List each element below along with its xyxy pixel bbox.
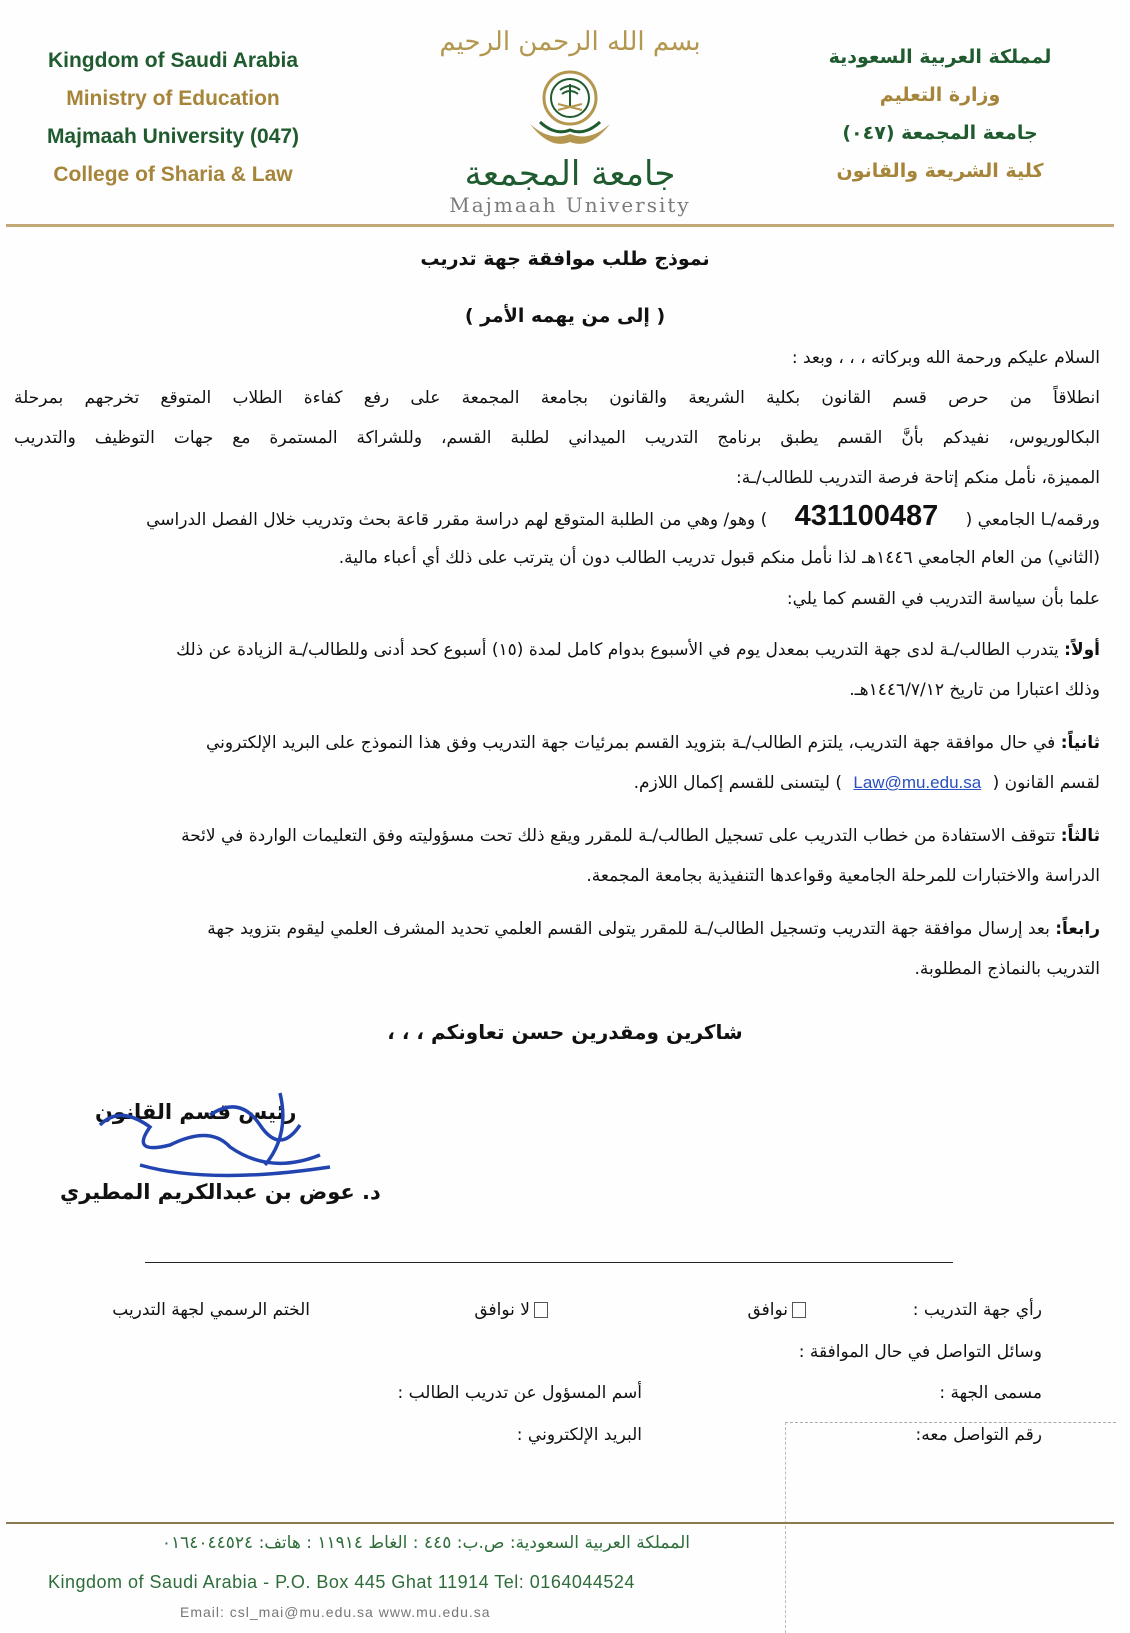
ar-ministry: وزارة التعليم (879, 84, 1001, 106)
paragraph-line: البكالوريوس، نفيدكم بأنَّ القسم يطبق برنامج التدريب الميداني لطلبة القسم، وللشراكة المستمرة مع جهات التوظيف والتدريب (14, 428, 1100, 448)
paragraph-line: التدريب بالنماذج المطلوبة. (914, 959, 1100, 979)
form-separator (145, 1262, 953, 1263)
id-suffix: ) وهو/ وهي من الطلبة المتوقع لهم دراسة مقرر قاعة بحث وتدريب خلال الفصل الدراسي (146, 510, 768, 530)
student-id: 431100487 (794, 500, 939, 532)
closing-line: شاكرين ومقدرين حسن تعاونكم ، ، ، (387, 1020, 743, 1044)
email-line (14, 773, 1100, 793)
logo-university-arabic: جامعة المجمعة (464, 154, 676, 194)
basmala-calligraphy: بسم الله الرحمن الرحيم (439, 27, 701, 57)
document-subtitle: ( إلى من يهمه الأمر ) (464, 305, 666, 327)
paragraph-line: علما بأن سياسة التدريب في القسم كما يلي: (786, 589, 1100, 609)
policy-second (14, 733, 1100, 753)
paragraph-line: (الثاني) من العام الجامعي ١٤٤٦هـ لذا نأمل منكم قبول تدريب الطالب دون أن يترتب على ذلك أي أعباء مالية. (338, 548, 1100, 568)
email-prefix: لقسم القانون ( (992, 773, 1100, 793)
signer-name: د. عوض بن عبدالكريم المطيري (60, 1180, 381, 1204)
greeting: السلام عليكم ورحمة الله وبركاته ، ، ، وبعد : (791, 348, 1100, 368)
en-ministry: Ministry of Education (66, 87, 280, 110)
agree-label: نوافق (747, 1300, 788, 1320)
official-stamp-label: الختم الرسمي لجهة التدريب (112, 1300, 310, 1320)
footer-english-address: Kingdom of Saudi Arabia - P.O. Box 445 Ghat 11914 Tel: 0164044524 (48, 1572, 635, 1592)
responsible-person-field[interactable]: أسم المسؤول عن تدريب الطالب : (397, 1383, 642, 1403)
agree-option[interactable] (747, 1300, 810, 1320)
policy-first-label: أولاً: (1064, 640, 1100, 660)
footer-divider (6, 1522, 1114, 1524)
palm-swords-emblem-icon (510, 64, 630, 150)
footer-arabic-address: المملكة العربية السعودية: ص.ب: ٤٤٥ : الغاط ١١٩١٤ : هاتف: ٠١٦٤٠٤٤٥٢٤ (161, 1533, 690, 1553)
policy-fourth-label: رابعاً: (1055, 919, 1100, 939)
paragraph-line: المميزة، نأمل منكم إتاحة فرصة التدريب للطالب/ـة: (736, 468, 1100, 488)
paragraph-line: انطلاقاً من حرص قسم القانون بكلية الشريعة والقانون بجامعة المجمعة على رفع كفاءة الطلاب المتوقع تخرجهم بمرحلة (14, 388, 1100, 408)
disagree-checkbox[interactable] (534, 1302, 548, 1318)
policy-first-text: يتدرب الطالب/ـة لدى جهة التدريب بمعدل يوم في الأسبوع بدوام كامل لمدة (١٥) أسبوع كحد أدنى وللطالب/ـة الزيادة عن ذلك (176, 640, 1065, 660)
policy-first (14, 640, 1100, 660)
contact-means-label: وسائل التواصل في حال الموافقة : (798, 1342, 1042, 1362)
paragraph-line: وذلك اعتبارا من تاريخ ١٤٤٦/٧/١٢هـ. (849, 680, 1100, 700)
policy-second-label: ثانياً: (1060, 733, 1100, 753)
footer-email-website: Email: csl_mai@mu.edu.sa www.mu.edu.sa (180, 1604, 491, 1620)
ar-kingdom: لمملكة العربية السعودية (828, 46, 1052, 68)
paragraph-line: الدراسة والاختبارات للمرحلة الجامعية وقواعدها التنفيذية بجامعة المجمعة. (586, 866, 1100, 886)
handwritten-signature-icon (90, 1085, 350, 1195)
document-title: نموذج طلب موافقة جهة تدريب (420, 248, 710, 270)
student-id-line (14, 500, 1100, 533)
university-logo (425, 20, 715, 225)
policy-fourth (14, 919, 1100, 939)
id-prefix: ورقمه/ـا الجامعي ( (965, 510, 1100, 530)
policy-third-text: تتوقف الاستفادة من خطاب التدريب على تسجيل الطالب/ـة للمقرر ويقع ذلك تحت مسؤوليته وفق التعليمات الواردة في لائحة (181, 826, 1061, 846)
contact-number-field[interactable]: رقم التواصل معه: (915, 1425, 1042, 1445)
agree-checkbox[interactable] (792, 1302, 806, 1318)
en-kingdom: Kingdom of Saudi Arabia (47, 49, 299, 72)
disagree-option[interactable] (474, 1300, 552, 1320)
logo-university-english: Majmaah University (449, 193, 691, 217)
ar-college: كلية الشريعة والقانون (836, 160, 1044, 182)
disagree-label: لا نوافق (474, 1300, 530, 1320)
en-college: College of Sharia & Law (53, 163, 293, 186)
policy-third-label: ثالثاً: (1060, 826, 1100, 846)
en-university: Majmaah University (047) (46, 125, 300, 148)
email-suffix: ) ليتسنى للقسم إكمال اللازم. (633, 773, 842, 793)
header-divider (6, 224, 1114, 227)
entity-name-field[interactable]: مسمى الجهة : (939, 1383, 1042, 1403)
email-field[interactable]: البريد الإلكتروني : (516, 1425, 642, 1445)
policy-second-text: في حال موافقة جهة التدريب، يلتزم الطالب/ـة بتزويد القسم بمرئيات جهة التدريب وفق هذا النموذج على البريد الإلكتروني (205, 733, 1061, 753)
signer-title: رئيس قسم القانون (95, 1100, 297, 1124)
english-letterhead (28, 42, 318, 194)
opinion-label: رأي جهة التدريب : (912, 1300, 1042, 1320)
stamp-area-outline (785, 1422, 1116, 1633)
arabic-letterhead (780, 38, 1100, 190)
policy-third (14, 826, 1100, 846)
policy-fourth-text: بعد إرسال موافقة جهة التدريب وتسجيل الطالب/ـة للمقرر يتولى القسم العلمي تحديد المشرف العلمي ليقوم بتزويد جهة (207, 919, 1056, 939)
department-email-link[interactable]: Law@mu.edu.sa (853, 773, 982, 792)
ar-university: جامعة المجمعة (٠٤٧) (842, 122, 1038, 144)
